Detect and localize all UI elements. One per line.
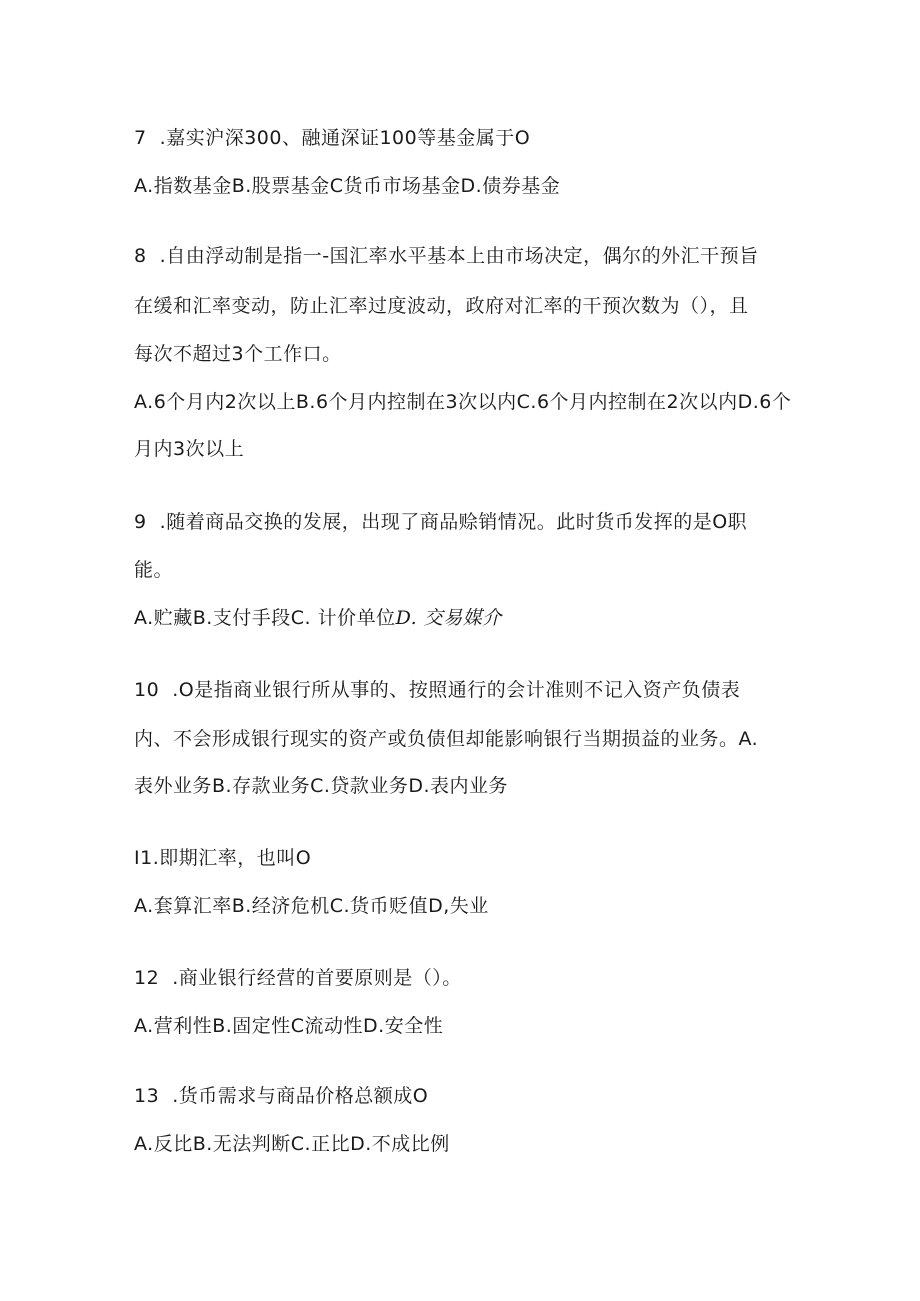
question-8-options-line-1: A.6个月内2次以上B.6个月内控制在3次以内C.6个月内控制在2次以内D.6个: [134, 391, 792, 413]
question-8-text-line-3: 每次不超过3个工作口。: [134, 343, 342, 365]
question-9-options-main: A.贮藏B.支付手段C. 计价单位: [134, 607, 396, 629]
question-11-options: A.套算汇率B.经济危机C.货币贬值D,失业: [134, 895, 489, 917]
question-7-text: 7 .嘉实沪深300、融通深证100等基金属于O: [134, 127, 531, 149]
question-13-options: A.反比B.无法判断C.正比D.不成比例: [134, 1133, 450, 1155]
question-10-text-line-2: 内、不会形成银行现实的资产或负债但却能影响银行当期损益的业务。A.: [134, 728, 759, 750]
question-9-options: [134, 606, 502, 630]
question-12-options: A.营利性B.固定性C流动性D.安全性: [134, 1015, 444, 1037]
question-9-options-italic: D. 交易媒介: [395, 607, 502, 629]
question-9-text-line-2: 能。: [134, 559, 174, 581]
question-10-text-line-3: 表外业务B.存款业务C.贷款业务D.表内业务: [134, 775, 509, 797]
question-9-text-line-1: 9 .随着商品交换的发展，出现了商品赊销情况。此时货币发挥的是O职: [134, 511, 748, 533]
question-12-text: 12 .商业银行经营的首要原则是（）。: [134, 967, 462, 989]
question-11-text: I1.即期汇率，也叫O: [134, 847, 312, 869]
question-7-options: A.指数基金B.股票基金C货币市场基金D.债券基金: [134, 175, 561, 197]
question-8-options-line-2: 月内3次以上: [134, 438, 245, 460]
question-8-text-line-1: 8 .自由浮动制是指一-国汇率水平基本上由市场决定，偶尔的外汇干预旨: [134, 245, 759, 267]
question-10-text-line-1: 10 .O是指商业银行所从事的、按照通行的会计准则不记入资产负债表: [134, 679, 741, 701]
question-8-text-line-2: 在缓和汇率变动，防止汇率过度波动，政府对汇率的干预次数为（），且: [134, 295, 749, 317]
question-13-text: 13 .货币需求与商品价格总额成O: [134, 1085, 429, 1107]
